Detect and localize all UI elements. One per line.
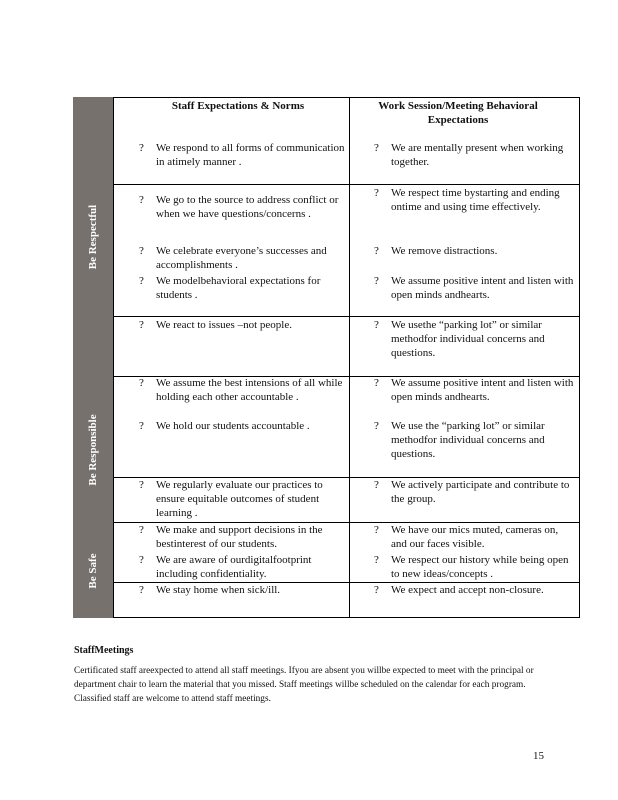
item-text: We use the “parking lot” or similar methodfor individual concerns and questions.: [391, 420, 545, 460]
expectations-table: [73, 97, 580, 618]
bullet-glyph: ?: [139, 420, 144, 432]
item-text: We stay home when sick/ill.: [156, 584, 281, 596]
bullet-glyph: ?: [374, 187, 379, 199]
table-right-border: [579, 97, 580, 618]
item-text: We respect our history while being open to new ideas/concepts .: [391, 554, 569, 580]
bullet-glyph: ?: [139, 524, 144, 536]
table-bottom-border: [73, 617, 580, 618]
page-number: 15: [533, 750, 544, 762]
item-text: We usethe “parking lot” or similar methodfor individual concerns and questions.: [391, 319, 545, 359]
item-text: We go to the source to address conflict or when we have questions/concerns .: [156, 194, 339, 220]
item-text: We celebrate everyone’s successes and accomplishments .: [156, 245, 327, 271]
item-text: We respect time bystarting and ending ontime and using time effectively.: [391, 187, 560, 213]
item-text: We are mentally present when working together.: [391, 142, 564, 168]
band-be-responsible: [73, 377, 114, 523]
bullet-glyph: ?: [374, 319, 379, 331]
row-divider: [113, 316, 580, 317]
bullet-glyph: ?: [374, 554, 379, 566]
row-divider: [113, 184, 580, 185]
item-text: We assume positive intent and listen with open minds andhearts.: [391, 377, 574, 403]
bullet-glyph: ?: [139, 194, 144, 206]
bullet-glyph: ?: [139, 554, 144, 566]
band-be-safe: [73, 523, 114, 618]
item-text: We are aware of ourdigitalfootprint including confidentiality.: [156, 554, 312, 580]
item-text: We expect and accept non-closure.: [391, 584, 544, 596]
band-be-respectful: [73, 97, 114, 377]
bullet-glyph: ?: [139, 584, 144, 596]
band-label: Be Responsible: [87, 414, 99, 486]
bullet-glyph: ?: [139, 245, 144, 257]
item-text: We regularly evaluate our practices to ensure equitable outcomes of student learning .: [156, 479, 323, 519]
staff-meetings-heading: StaffMeetings: [74, 645, 134, 656]
bullet-glyph: ?: [374, 420, 379, 432]
bullet-glyph: ?: [139, 377, 144, 389]
bullet-glyph: ?: [374, 275, 379, 287]
band-label: Be Respectful: [87, 204, 99, 270]
bullet-glyph: ?: [374, 377, 379, 389]
item-text: We hold our students accountable .: [156, 420, 310, 432]
item-text: We actively participate and contribute to the group.: [391, 479, 570, 505]
bullet-glyph: ?: [139, 275, 144, 287]
item-text: We assume the best intensions of all while holding each other accountable .: [156, 377, 343, 403]
bullet-glyph: ?: [374, 479, 379, 491]
table-top-border: [113, 97, 580, 98]
bullet-glyph: ?: [374, 584, 379, 596]
band-label: Be Safe: [87, 552, 99, 589]
item-text: We react to issues –not people.: [156, 319, 292, 331]
bullet-glyph: ?: [139, 142, 144, 154]
bullet-glyph: ?: [374, 142, 379, 154]
bullet-glyph: ?: [374, 245, 379, 257]
item-text: We remove distractions.: [391, 245, 498, 257]
item-text: We modelbehavioral expectations for students .: [156, 275, 321, 301]
staff-meetings-paragraph: Certificated staff areexpected to attend all staff meetings. Ifyou are absent you willbe expected to meet with the principal or department chair to learn the material that you missed. Staff meetings willbe scheduled on the calendar for each program. Classified staff are welcome to attend staff meetings.: [74, 666, 534, 704]
item-text: We respond to all forms of communication in atimely manner .: [156, 142, 345, 168]
bullet-glyph: ?: [139, 479, 144, 491]
header-work-session-expectations: Work Session/Meeting Behavioral Expectations: [378, 100, 538, 126]
bullet-glyph: ?: [139, 319, 144, 331]
item-text: We assume positive intent and listen with open minds andhearts.: [391, 275, 574, 301]
item-text: We make and support decisions in the bestinterest of our students.: [156, 524, 323, 550]
header-staff-expectations: Staff Expectations & Norms: [171, 100, 305, 112]
bullet-glyph: ?: [374, 524, 379, 536]
item-text: We have our mics muted, cameras on, and our faces visible.: [391, 524, 559, 550]
